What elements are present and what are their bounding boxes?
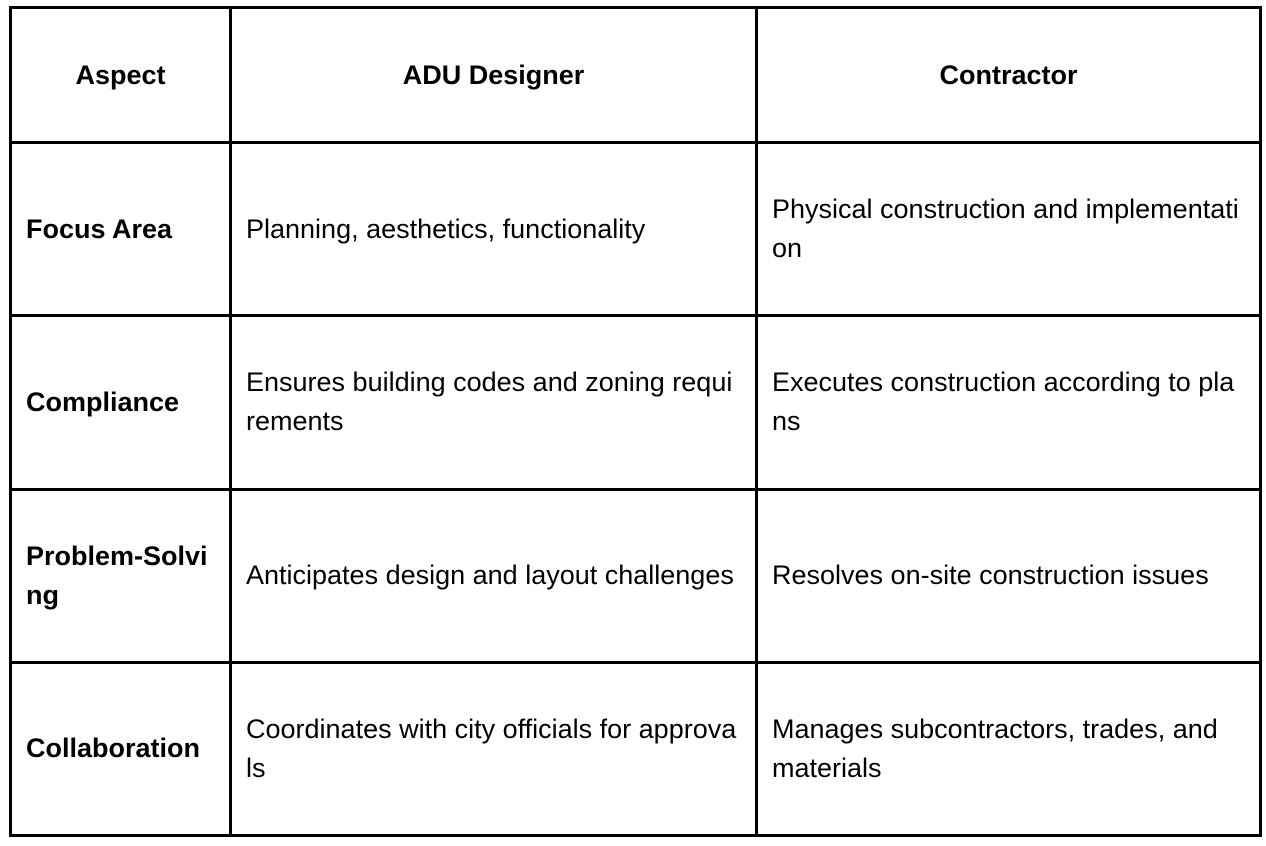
designer-cell: Ensures building codes and zoning requirements <box>231 316 757 489</box>
aspect-cell: Problem-Solving <box>11 489 231 662</box>
table-row <box>11 143 1261 316</box>
table-row <box>11 489 1261 662</box>
designer-cell: Anticipates design and layout challenges <box>231 489 757 662</box>
table-row <box>11 316 1261 489</box>
designer-cell: Coordinates with city officials for approvals <box>231 662 757 835</box>
contractor-cell: Resolves on-site construction issues <box>757 489 1261 662</box>
designer-cell: Planning, aesthetics, functionality <box>231 143 757 316</box>
table-row <box>11 662 1261 835</box>
aspect-cell: Compliance <box>11 316 231 489</box>
aspect-cell: Collaboration <box>11 662 231 835</box>
contractor-cell: Executes construction according to plans <box>757 316 1261 489</box>
contractor-cell: Physical construction and implementation <box>757 143 1261 316</box>
header-adu-designer: ADU Designer <box>231 8 757 143</box>
header-contractor: Contractor <box>757 8 1261 143</box>
header-aspect: Aspect <box>11 8 231 143</box>
contractor-cell: Manages subcontractors, trades, and materials <box>757 662 1261 835</box>
comparison-table <box>9 6 1262 837</box>
table-header-row <box>11 8 1261 143</box>
aspect-cell: Focus Area <box>11 143 231 316</box>
